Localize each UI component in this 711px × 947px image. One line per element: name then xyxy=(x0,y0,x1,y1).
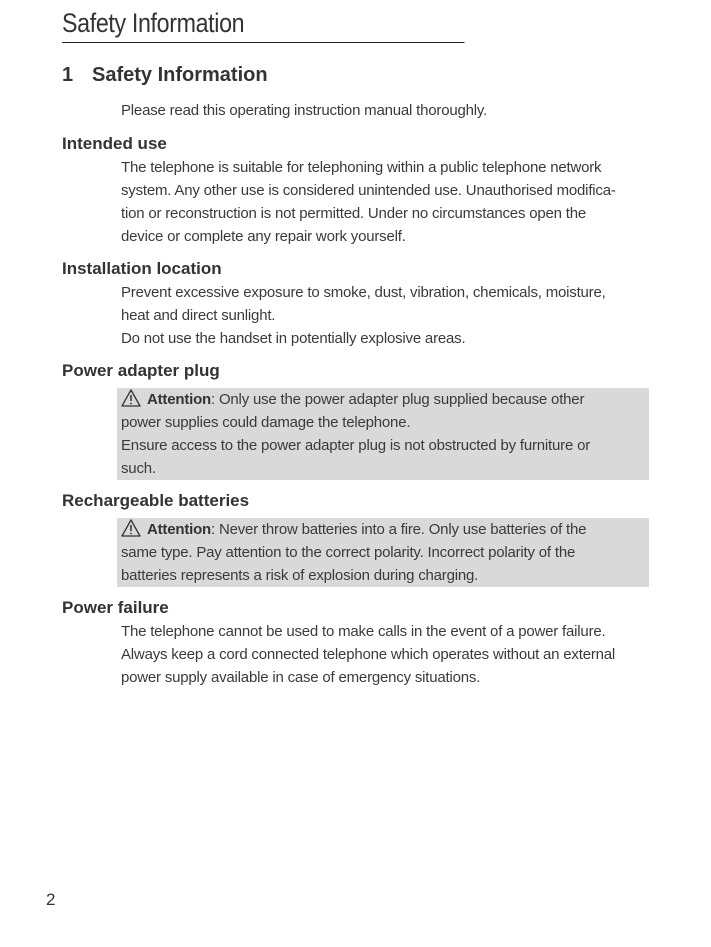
attention-text: : Never throw batteries into a fire. Only use batteries of the xyxy=(211,521,587,538)
text-line: Always keep a cord connected telephone which operates without an external xyxy=(121,646,616,663)
attention-label: Attention xyxy=(147,391,212,408)
chapter-title xyxy=(62,64,268,87)
section-heading-rechargeable-batteries: Rechargeable batteries xyxy=(62,491,250,510)
section-body-intended-use xyxy=(121,156,652,248)
chapter-title-text: Safety Information xyxy=(92,64,268,86)
attention-text: : Only use the power adapter plug supplied because other xyxy=(211,391,585,408)
attention-box-batteries xyxy=(117,518,649,587)
document-content xyxy=(62,99,652,698)
intro-paragraph: Please read this operating instruction manual thoroughly. xyxy=(121,102,488,119)
section-heading-intended-use: Intended use xyxy=(62,134,167,153)
text-line: Do not use the handset in potentially explosive areas. xyxy=(121,330,466,347)
section-heading-power-adapter: Power adapter plug xyxy=(62,361,220,380)
attention-box-power-adapter xyxy=(117,388,649,480)
text-line: system. Any other use is considered unintended use. Unauthorised modifica- xyxy=(121,182,616,199)
section-heading-power-failure: Power failure xyxy=(62,598,169,617)
page-number: 2 xyxy=(46,890,56,909)
text-line: same type. Pay attention to the correct polarity. Incorrect polarity of the xyxy=(121,544,576,561)
text-line: The telephone is suitable for telephoning within a public telephone network xyxy=(121,159,602,176)
chapter-number: 1 xyxy=(62,64,74,86)
section-rechargeable-batteries xyxy=(62,489,652,587)
text-line: power supplies could damage the telephone. xyxy=(121,414,411,431)
text-line: Ensure access to the power adapter plug is not obstructed by furniture or xyxy=(121,437,591,454)
text-line: tion or reconstruction is not permitted. Under no circumstances open the xyxy=(121,205,587,222)
warning-triangle-icon xyxy=(121,519,141,537)
section-body-power-failure xyxy=(121,620,652,689)
section-power-adapter xyxy=(62,359,652,480)
text-line: power supply available in case of emergency situations. xyxy=(121,669,481,686)
running-header xyxy=(62,8,464,43)
running-header-title: Safety Information xyxy=(62,8,245,38)
section-intended-use xyxy=(62,132,652,248)
text-line: The telephone cannot be used to make calls in the event of a power failure. xyxy=(121,623,606,640)
section-power-failure xyxy=(62,596,652,689)
text-line: such. xyxy=(121,460,156,477)
section-body-installation-location xyxy=(121,281,652,350)
section-installation-location xyxy=(62,257,652,350)
text-line: Prevent excessive exposure to smoke, dust, vibration, chemicals, moisture, xyxy=(121,284,606,301)
attention-label: Attention xyxy=(147,521,212,538)
text-line: batteries represents a risk of explosion during charging. xyxy=(121,567,479,584)
text-line: device or complete any repair work yourself. xyxy=(121,228,406,245)
section-heading-installation-location: Installation location xyxy=(62,259,222,278)
text-line: heat and direct sunlight. xyxy=(121,307,276,324)
warning-triangle-icon xyxy=(121,389,141,407)
